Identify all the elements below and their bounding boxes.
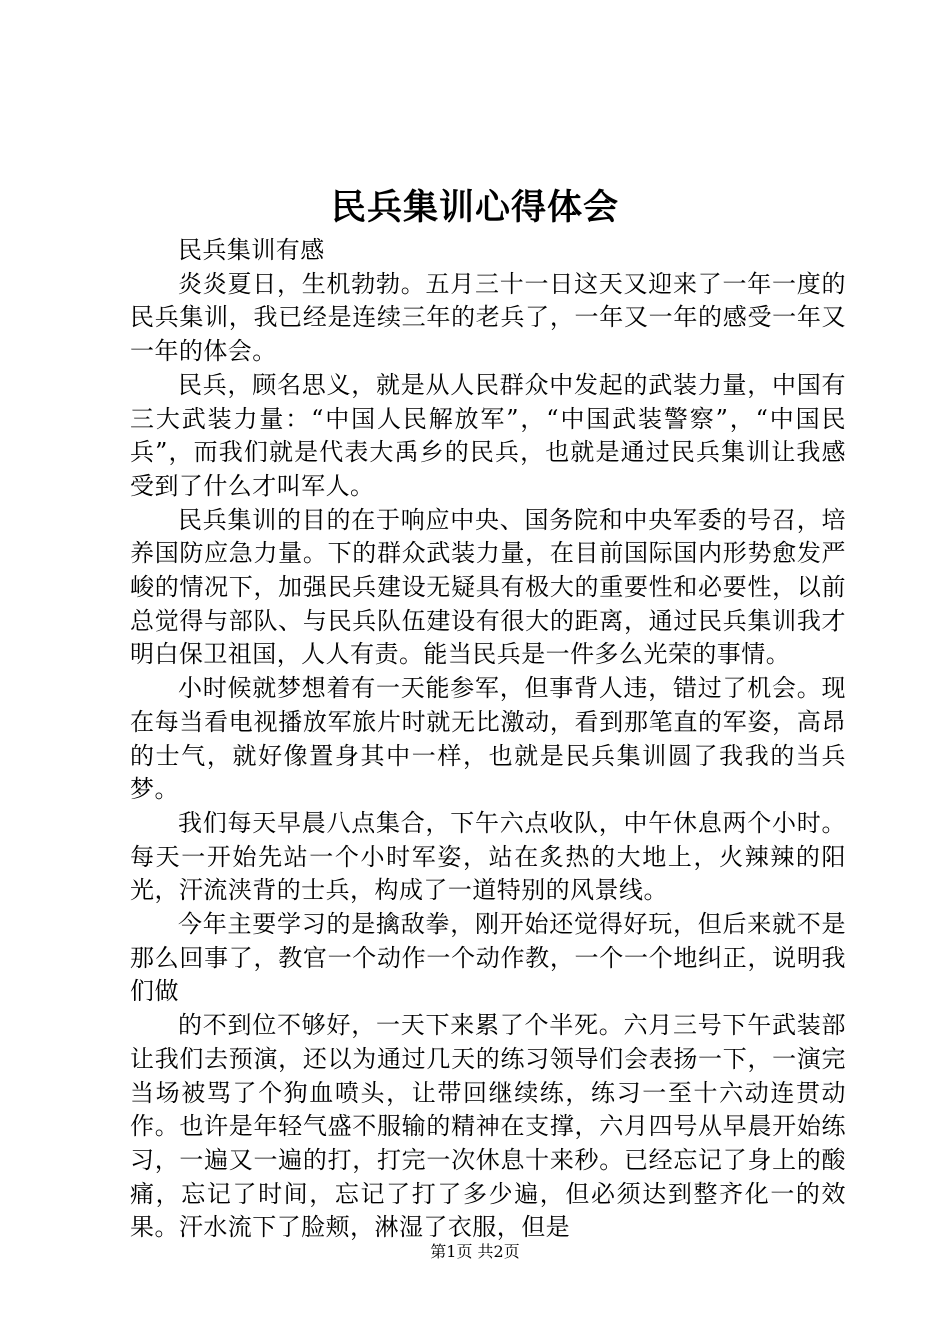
document-title: 民兵集训心得体会 <box>330 187 619 228</box>
page-footer <box>0 1240 950 1264</box>
paragraph: 炎炎夏日，生机勃勃。五月三十一日这天又迎来了一年一度的民兵集训，我已经是连续三年的老兵了，一年又一年的感受一年又一年的体会。 <box>130 269 846 366</box>
page-indicator: 第1页 共2页 <box>430 1242 520 1261</box>
paragraph: 今年主要学习的是擒敌拳，刚开始还觉得好玩，但后来就不是那么回事了，教官一个动作一个动作教，一个一个地纠正，说明我们做 <box>130 910 846 1006</box>
paragraph: 小时候就梦想着有一天能参军，但事背人违，错过了机会。现在每当看电视播放军旅片时就无比激动，看到那笔直的军姿，高昂的士气，就好像置身其中一样，也就是民兵集训圆了我我的当兵梦。 <box>130 674 846 804</box>
paragraph: 我们每天早晨八点集合，下午六点收队，中午休息两个小时。每天一开始先站一个小时军姿，站在炙热的大地上，火辣辣的阳光，汗流浃背的士兵，构成了一道特别的风景线。 <box>130 808 846 905</box>
paragraph: 民兵，顾名思义，就是从人民群众中发起的武装力量，中国有三大武装力量：“中国人民解放军”，“中国武装警察”，“中国民兵”，而我们就是代表大禹乡的民兵，也就是通过民兵集训让我感受到了什么才叫军人。 <box>130 370 846 500</box>
paragraph: 的不到位不够好，一天下来累了个半死。六月三号下午武装部让我们去预演，还以为通过几天的练习领导们会表扬一下，一演完当场被骂了个狗血喷头，让带回继续练，练习一至十六动连贯动作。也许是年轻气盛不服输的精神在支撑，六月四号从早晨开始练习，一遍又一遍的打，打完一次休息十来秒。已经忘记了身上的酸痛，忘记了时间，忘记了打了多少遍，但必须达到整齐化一的效果。汗水流下了脸颊，淋湿了衣服，但是 <box>130 1011 846 1242</box>
document-body <box>130 234 846 1245</box>
paragraph-subtitle: 民兵集训有感 <box>178 236 325 264</box>
paragraph: 民兵集训的目的在于响应中央、国务院和中央军委的号召，培养国防应急力量。下的群众武装力量，在目前国际国内形势愈发严峻的情况下，加强民兵建设无疑具有极大的重要性和必要性，以前总觉得与部队、与民兵队伍建设有很大的距离，通过民兵集训我才明白保卫祖国，人人有责。能当民兵是一件多么光荣的事情。 <box>130 505 846 669</box>
